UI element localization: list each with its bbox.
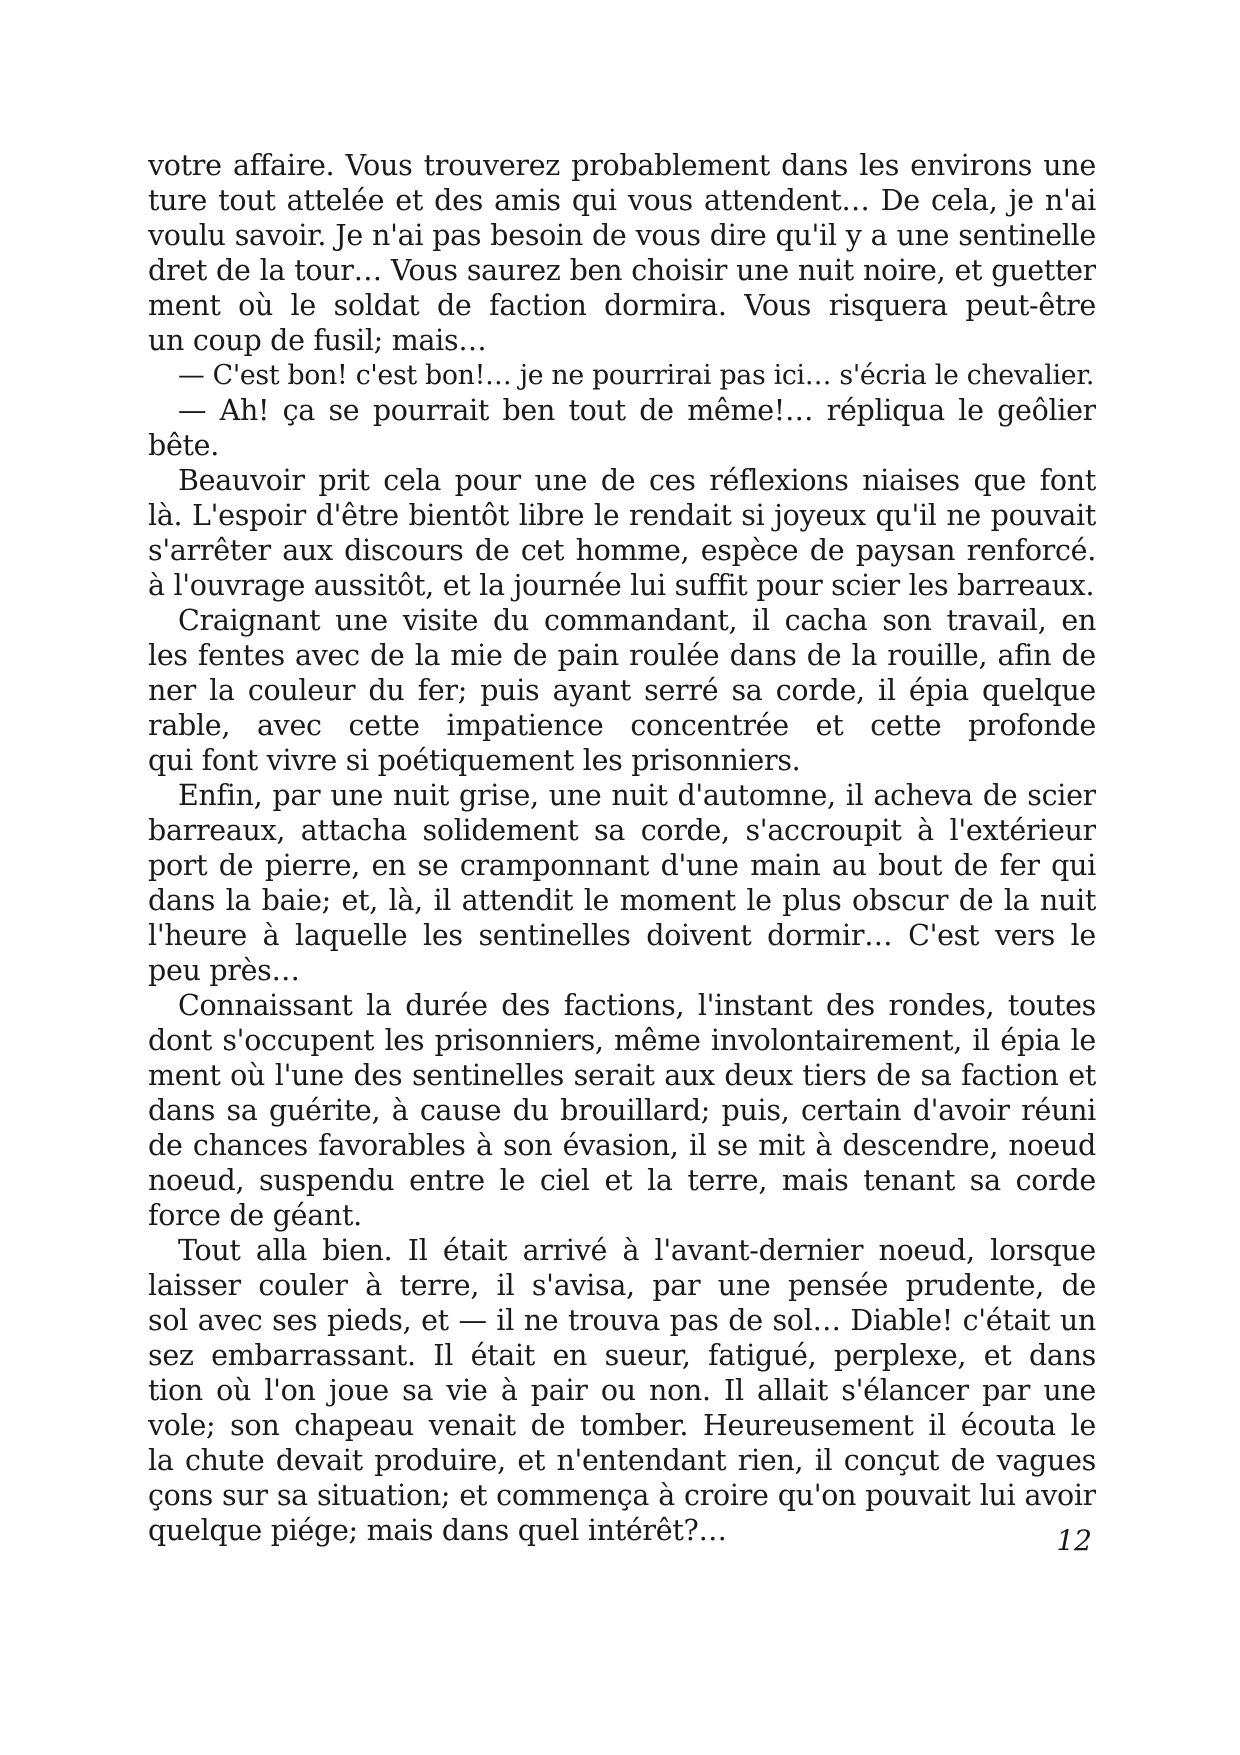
text-line: ment où l'une des sentinelles serait aux deux tiers de sa faction et [148,1059,1096,1092]
text-line: Enfin, par une nuit grise, une nuit d'automne, il acheva de scier [178,779,1096,812]
page-number: 12 [1056,1524,1092,1557]
text-line: la chute devait produire, et n'entendant rien, il conçut de vagues [148,1444,1096,1477]
text-line: de chances favorables à son évasion, il se mit à descendre, noeud [148,1129,1096,1162]
text-line: Connaissant la durée des factions, l'instant des rondes, toutes [178,989,1096,1022]
text-line: sol avec ses pieds, et — il ne trouva pas de sol… Diable! c'était un [148,1304,1096,1337]
text-line: dret de la tour… Vous saurez ben choisir une nuit noire, et guetter [148,254,1096,287]
text-line: ner la couleur du fer; puis ayant serré sa corde, il épia quelque [148,674,1096,707]
text-line: barreaux, attacha solidement sa corde, s'accroupit à l'extérieur [148,814,1096,847]
text-line: dans la baie; et, là, il attendit le moment le plus obscur de la nuit [148,884,1096,917]
text-line: là. L'espoir d'être bientôt libre le rendait si joyeux qu'il ne pouvait [148,499,1096,532]
text-line: les fentes avec de la mie de pain roulée dans de la rouille, afin de [148,639,1096,672]
text-line: votre affaire. Vous trouverez probablement dans les environs une [148,149,1096,182]
text-line: voulu savoir. Je n'ai pas besoin de vous dire qu'il y a une sentinelle [148,219,1096,252]
text-line: dont s'occupent les prisonniers, même involontairement, il épia le [148,1024,1096,1057]
text-line: port de pierre, en se cramponnant d'une main au bout de fer qui [148,849,1096,882]
text-line: bête. [148,429,219,462]
text-line: quelque piége; mais dans quel intérêt?… [148,1514,727,1547]
text-line: çons sur sa situation; et commença à croire qu'on pouvait lui avoir [148,1479,1096,1512]
text-line: rable, avec cette impatience concentrée et cette profonde [148,709,1096,742]
text-line: — Ah! ça se pourrait ben tout de même!… répliqua le geôlier [178,394,1096,427]
text-line: qui font vivre si poétiquement les prisonniers. [148,744,801,777]
text-line: Craignant une visite du commandant, il cacha son travail, en [178,604,1096,637]
text-line: l'heure à laquelle les sentinelles doivent dormir… C'est vers le [148,919,1096,952]
text-line: à l'ouvrage aussitôt, et la journée lui suffit pour scier les barreaux. [148,569,1095,602]
text-line: tion où l'on joue sa vie à pair ou non. Il allait s'élancer par une [148,1374,1096,1407]
text-line: — C'est bon! c'est bon!… je ne pourrirai pas ici… s'écria le chevalier. [178,360,1095,391]
text-line: sez embarrassant. Il était en sueur, fatigué, perplexe, et dans [148,1339,1096,1372]
text-line: s'arrêter aux discours de cet homme, espèce de paysan renforcé. [148,534,1096,567]
text-line: ment où le soldat de faction dormira. Vous risquera peut-être [148,289,1096,322]
text-line: laisser couler à terre, il s'avisa, par une pensée prudente, de [148,1269,1096,1302]
text-line: noeud, suspendu entre le ciel et la terre, mais tenant sa corde [148,1164,1096,1197]
body-text [148,148,1096,1548]
text-line: force de géant. [148,1199,362,1232]
text-line: Tout alla bien. Il était arrivé à l'avant-dernier noeud, lorsque [178,1234,1096,1267]
text-line: vole; son chapeau venait de tomber. Heureusement il écouta le [148,1409,1096,1442]
text-line: ture tout attelée et des amis qui vous attendent… De cela, je n'ai [148,184,1096,217]
text-line: peu près… [148,954,300,987]
text-line: dans sa guérite, à cause du brouillard; puis, certain d'avoir réuni [148,1094,1096,1127]
text-line: un coup de fusil; mais… [148,324,487,357]
text-line: Beauvoir prit cela pour une de ces réflexions niaises que font [178,464,1096,497]
